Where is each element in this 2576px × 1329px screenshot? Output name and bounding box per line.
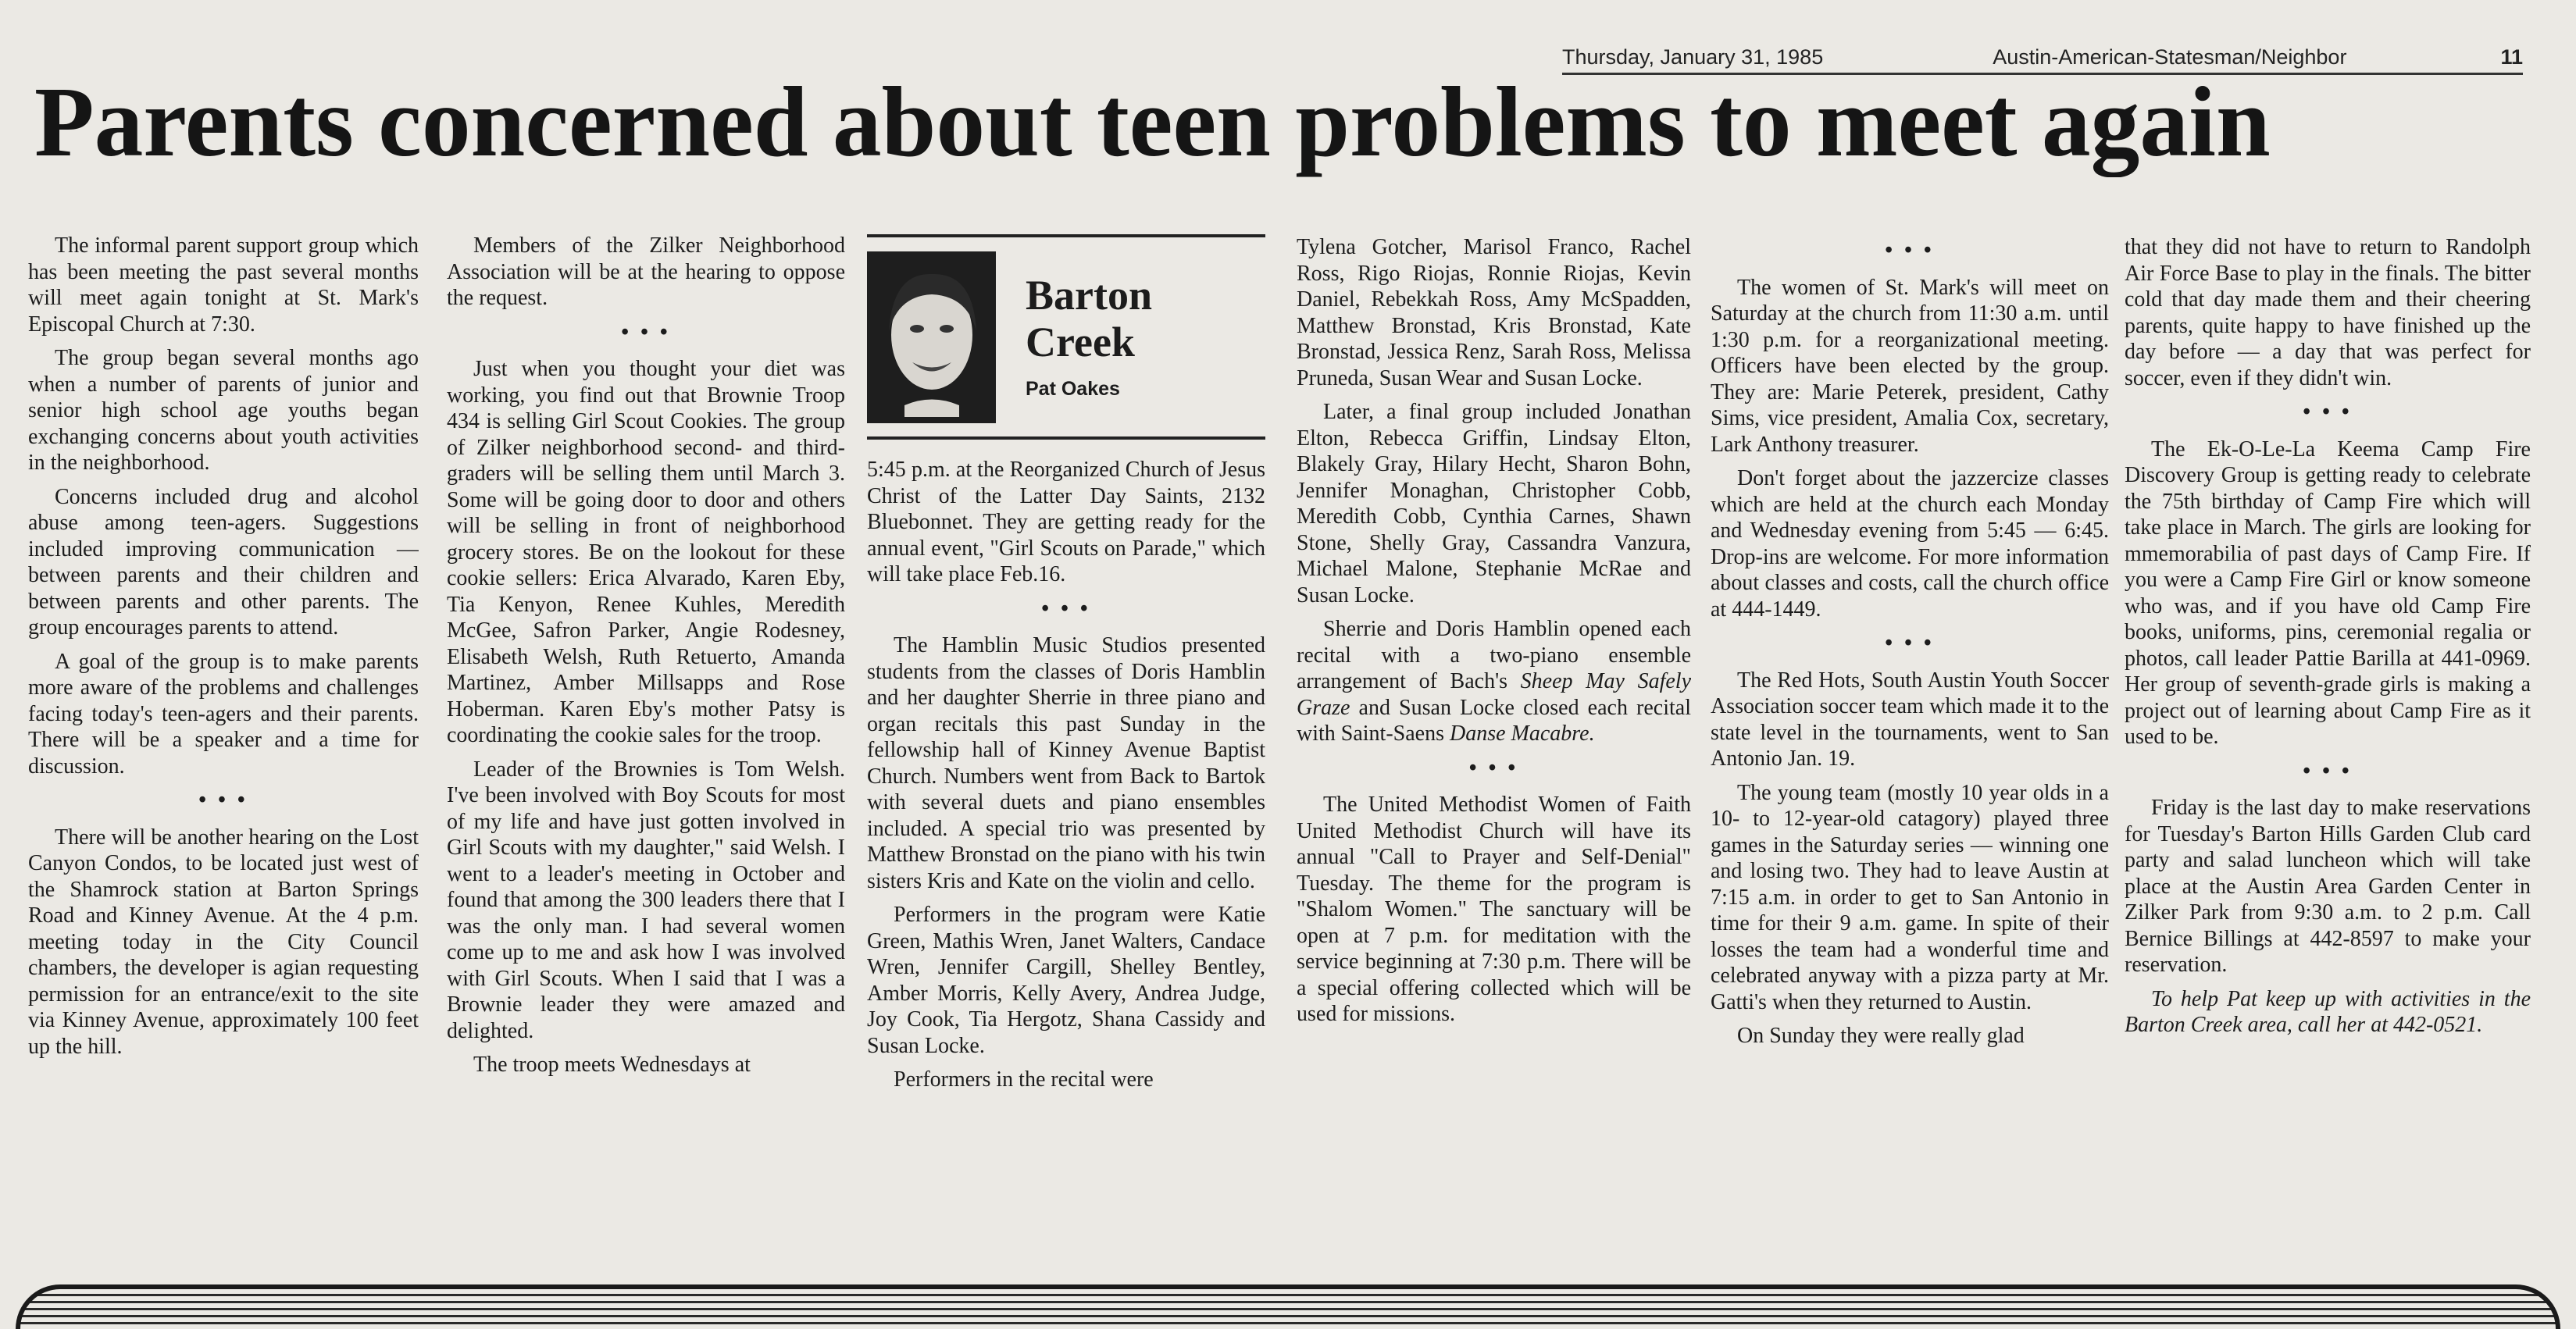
column-title-line2: Creek xyxy=(1026,318,1135,365)
paragraph: The group began several months ago when a number of parents of junior and senior high school age youths began exchanging concerns about youth activities in the neighborhood. xyxy=(28,346,419,475)
column-header-box xyxy=(867,234,1265,440)
paragraph: There will be another hearing on the Lost Canyon Condos, to be located just west of the Shamrock station at Barton Springs Road and Kinney Avenue. At the 4 p.m. meeting today in the City Council chambers, the developer is agian requesting permission for an entrance/exit to the site via Kinney Avenue, approximately 100 feet up the hill. xyxy=(28,825,419,1059)
paragraph: The Ek-O-Le-La Keema Camp Fire Discovery Group is getting ready to celebrate the 75th birthday of Camp Fire which will take place in March. The girls are looking for mmemorabilia of past days of Camp Fire. If you were a Camp Fire Girl or know someone who was, and if you have old Camp Fire books, uniforms, pins, ceremonial regalia or photos, call leader Pattie Barilla at 441-0969. Her group of seventh-grade girls is making a project out of learning about Camp Fire as it used to be. xyxy=(2125,436,2531,749)
paragraph: The informal parent support group which has been meeting the past several months will meet again tonight at St. Mark's Episcopal Church at 7:30. xyxy=(28,233,419,337)
page-number: 11 xyxy=(2500,45,2523,69)
paragraph: The United Methodist Women of Faith United Methodist Church will have its annual "Call to Prayer and Self-Denial" Tuesday. The theme for the program is "Shalom Women." The sanctuary will be open at 7 p.m. for meditation with the service beginning at 7:30 p.m. There will be a special offering collected which will be used for missions. xyxy=(1297,793,1691,1026)
paragraph: Don't forget about the jazzercize classes which are held at the church each Monday and Wednesday evening from 5:45 — 6:45. Drop-ins are welcome. For more information about classes and costs, call the church office at 444-1449. xyxy=(1711,466,2109,622)
article-column-4 xyxy=(1297,234,1691,1281)
piece-title: Sheep May Safely Graze xyxy=(1297,669,1691,720)
section-separator: • • • xyxy=(198,788,248,812)
paragraph: On Sunday they were really glad xyxy=(1737,1024,2025,1048)
paragraph: Sherrie and Doris Hamblin opened each recital with a two-piano ensemble arrangement of Bach's Sheep May Safely Graze and Susan Locke closed each recital with Saint-Saens Danse Macabre. xyxy=(1297,617,1691,746)
paragraph: Just when you thought your diet was working, you find out that Brownie Troop 434 is selling Girl Scout Cookies. The group of Zilker neighborhood second- and third-graders will be selling them until March 3. Some will be going door to door and others will be selling in front of neighborhood grocery stores. Be on the lookout for these cookie sellers: Erica Alvarado, Karen Eby, Tia Kenyon, Renee Kuhles, Meredith McGee, Safron Parker, Angie Rodesney, Elisabeth Welsh, Ruth Retuerto, Amanda Martinez, Amber Millsapps and Rose Hoberman. Karen Eby's mother Patsy is coordinating the cookie sales for the troop. xyxy=(447,357,845,747)
article-column-2 xyxy=(447,233,845,1279)
section-separator: • • • xyxy=(2303,400,2353,424)
paragraph: Performers in the recital were xyxy=(894,1067,1154,1092)
article-column-1 xyxy=(28,233,419,1279)
portrait-icon xyxy=(873,257,990,417)
article-column-3 xyxy=(867,234,1265,1281)
article-column-6 xyxy=(2125,234,2531,1281)
publication-name: Austin-American-Statesman/Neighbor xyxy=(1993,45,2347,69)
paragraph: The young team (mostly 10 year olds in a 10- to 12-year-old catagory) played three games in the Saturday series — winning one and losing two. They had to leave Austin at 7:15 a.m. in order to get to San Antonio in time for their 9 a.m. game. In spite of their losses the team had a wonderful time and celebrated anyway with a pizza party at Mr. Gatti's when they returned to Austin. xyxy=(1711,780,2109,1014)
paragraph: Performers in the program were Katie Green, Mathis Wren, Janet Walters, Candace Wren, Jennifer Cargill, Shelley Bentley, Amber Morris, Kelly Avery, Andrea Judge, Joy Cook, Tia Hergotz, Shana Cassidy and Susan Locke. xyxy=(867,903,1265,1058)
section-separator: • • • xyxy=(1468,755,1519,780)
piece-title: Danse Macabre. xyxy=(1450,722,1595,746)
paragraph: The women of St. Mark's will meet on Saturday at the church from 11:30 a.m. until 1:30 p.m. for a reorganizational meeting. Officers have been elected by the group. They are: Marie Peterek, president, Cathy Sims, vice president, Amalia Cox, secretary, Lark Anthony treasurer. xyxy=(1711,275,2109,457)
paragraph: that they did not have to return to Randolph Air Force Base to play in the finals. The bitter cold that day made them and their cheering parents, quite happy to have finished up the day before — a day that was perfect for soccer, even if they didn't win. xyxy=(2125,235,2531,390)
paragraph: Tylena Gotcher, Marisol Franco, Rachel Ross, Rigo Riojas, Ronnie Riojas, Kevin Daniel, Rebekkah Ross, Amy McSpadden, Matthew Bronstad, Kris Bronstad, Kate Bronstad, Jessica Renz, Sarah Ross, Melissa Pruneda, Susan Wear and Susan Locke. xyxy=(1297,235,1691,390)
column-title-line1: Barton xyxy=(1026,271,1152,319)
paragraph: The Hamblin Music Studios presented students from the classes of Doris Hamblin and her daughter Sherrie in three piano and organ recitals this past Sunday in the fellowship hall of Kinney Avenue Baptist Church. Numbers went from Back to Bartok with several duets and piano ensembles included. A special trio was presented by Matthew Bronstad on the piano with his twin sisters Kris and Kate on the violin and cello. xyxy=(867,633,1265,893)
paragraph: 5:45 p.m. at the Reorganized Church of Jesus Christ of the Latter Day Saints, 2132 Bluebonnet. They are getting ready for the annual event, "Girl Scouts on Parade," which will take place Feb.16. xyxy=(867,458,1265,586)
paragraph: Friday is the last day to make reservations for Tuesday's Barton Hills Garden Club card party and salad luncheon which will take place at the Austin Area Garden Center in Zilker Park from 9:30 a.m. to 2 p.m. Call Bernice Billings at 442-8597 to make your reservation. xyxy=(2125,796,2531,977)
byline: Pat Oakes xyxy=(1026,377,1120,400)
column-title-block xyxy=(1026,272,1152,403)
columnist-photo xyxy=(867,251,996,423)
paragraph: Later, a final group included Jonathan Elton, Rebecca Griffin, Lindsay Elton, Blakely Gray, Hilary Hecht, Sharon Bohn, Jennifer Monaghan, Christopher Cobb, Meredith Cobb, Cynthia Carnes, Shawn Stone, Shelly Gray, Cassandra Vanzura, Michael Malone, Stephanie McRae and Susan Locke. xyxy=(1297,400,1691,607)
section-separator: • • • xyxy=(2303,758,2353,783)
article-column-5 xyxy=(1711,234,2109,1281)
paragraph: The Red Hots, South Austin Youth Soccer Association soccer team which made it to the state level in the tournaments, went to San Antonio Jan. 19. xyxy=(1711,668,2109,771)
contact-note: To help Pat keep up with activities in the Barton Creek area, call her at 442-0521. xyxy=(2125,986,2531,1037)
section-separator: • • • xyxy=(1885,238,1935,262)
paragraph: The troop meets Wednesdays at xyxy=(473,1053,751,1077)
paragraph: A goal of the group is to make parents more aware of the problems and challenges facing today's teen-agers and their parents. There will be a speaker and a time for discussion. xyxy=(28,649,419,779)
section-separator: • • • xyxy=(621,319,671,344)
section-separator: • • • xyxy=(1041,596,1091,621)
next-article-border xyxy=(16,1284,2560,1329)
headline: Parents concerned about teen problems to meet again xyxy=(34,66,2271,177)
issue-date: Thursday, January 31, 1985 xyxy=(1562,45,1824,69)
paragraph: Members of the Zilker Neighborhood Association will be at the hearing to oppose the request. xyxy=(447,233,845,310)
section-separator: • • • xyxy=(1885,631,1935,655)
paragraph: Concerns included drug and alcohol abuse among teen-agers. Suggestions included improving communication — between parents and their children and between parents and other parents. The group encourages parents to attend. xyxy=(28,484,419,640)
paragraph: Leader of the Brownies is Tom Welsh. I've been involved with Boy Scouts for most of my life and have just gotten involved in Girl Scouts with my daughter," said Welsh. I went to a leader's meeting in October and found that among the 300 leaders there that I was the only man. I had several women come up to me and ask how I was involved with Girl Scouts. When I said that I was a Brownie leader they were amazed and delighted. xyxy=(447,757,845,1043)
